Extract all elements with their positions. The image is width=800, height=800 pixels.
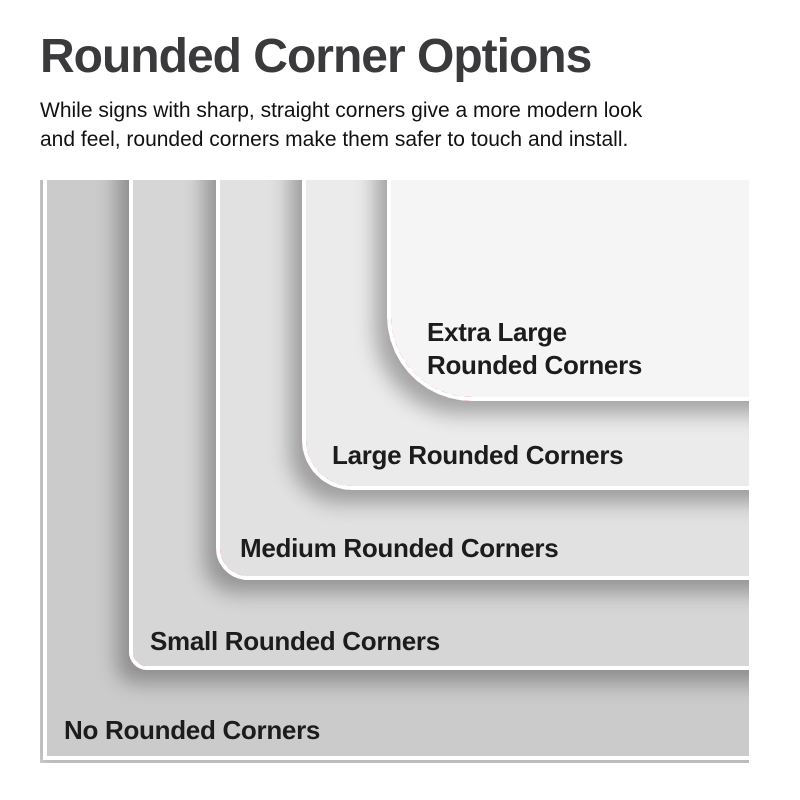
corner-options-diagram (40, 180, 749, 763)
page-subtitle (40, 96, 642, 154)
panel-label-medium-rounded-corners: Medium Rounded Corners (240, 533, 559, 563)
panel-label-no-rounded-corners: No Rounded Corners (64, 715, 321, 745)
panel-label-large-rounded-corners: Large Rounded Corners (332, 440, 624, 470)
panel-label-extra-large-line-1: Extra Large (427, 317, 567, 347)
panel-label-extra-large-line-2: Rounded Corners (427, 350, 643, 380)
page-subtitle-line-1: While signs with sharp, straight corners give a more modern look (40, 99, 643, 122)
page-subtitle-line-2: and feel, rounded corners make them safer to touch and install. (40, 128, 629, 151)
page-title: Rounded Corner Options (40, 30, 592, 83)
panel-label-extra-large-rounded-corners (427, 316, 642, 382)
panel-label-small-rounded-corners: Small Rounded Corners (150, 626, 440, 656)
